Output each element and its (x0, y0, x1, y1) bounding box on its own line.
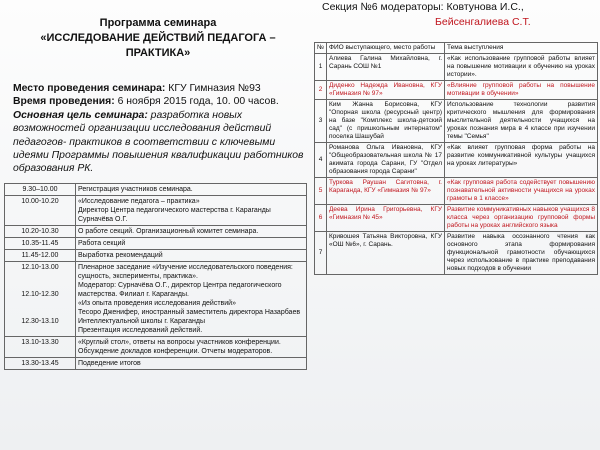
schedule-row (5, 337, 307, 358)
schedule-row (5, 358, 307, 370)
header-topic: Тема выступления (445, 43, 598, 54)
speaker-num: 5 (315, 178, 327, 205)
schedule-row (5, 262, 307, 337)
schedule-time: 9.30–10.00 (5, 184, 76, 196)
speaker-topic: «Влияние групповой работы на повышение мотивации в обучении» (445, 81, 598, 100)
speaker-num: 6 (315, 205, 327, 232)
speakers-header-row (315, 43, 598, 54)
speaker-row (315, 232, 598, 275)
speaker-row (315, 143, 598, 178)
speaker-row (315, 54, 598, 81)
seminar-info (13, 82, 309, 176)
speaker-row (315, 100, 598, 143)
speaker-row (315, 178, 598, 205)
speaker-num: 4 (315, 143, 327, 178)
schedule-table (4, 183, 307, 370)
schedule-text: Подведение итогов (76, 358, 307, 370)
speaker-row (315, 81, 598, 100)
section-header (318, 0, 600, 30)
speaker-fio: Алиева Галина Михайловна, г. Сарань СОШ №1 (327, 54, 445, 81)
speaker-fio: Романова Ольга Ивановна, КГУ "Общеобразовательная школа № 17 акимата города Сарани, ГУ "Отдел образования города Сарани" (327, 143, 445, 178)
speaker-fio: Туркова Раушан Сагитовна, г. Караганда, КГУ «Гимназия № 97» (327, 178, 445, 205)
schedule-time: 10.00-10.20 (5, 196, 76, 226)
speaker-topic: Развитие коммуникативных навыков учащихся 8 класса через организацию групповой формы работы на уроках английского языка (445, 205, 598, 232)
program-title (8, 16, 308, 61)
schedule-row (5, 250, 307, 262)
speaker-topic: Развитие навыка осознанного чтения как основного этапа формирования функциональной грамотности обучающихся через использование в практике преподавания новых подходов в обучении (445, 232, 598, 275)
speaker-row (315, 205, 598, 232)
section-moderator-second: Бейсенгалиева С.Т. (435, 16, 531, 28)
speaker-topic: Использование технологии развития критического мышления для формирования мыслительной деятельности учащихся на уроках познания мира в 4 классе при изучении темы "Семья" (445, 100, 598, 143)
speaker-fio: Кривошея Татьяна Викторовна, КГУ «ОШ №6», г. Сарань. (327, 232, 445, 275)
time-line (13, 95, 309, 108)
program-title-line: ПРАКТИКА» (125, 47, 191, 59)
schedule-text: О работе секций. Организационный комитет семинара. (76, 226, 307, 238)
goal-line (13, 109, 309, 176)
speaker-num: 3 (315, 100, 327, 143)
goal-label: Основная цель семинара: (13, 109, 148, 121)
place-line (13, 82, 309, 95)
speaker-num: 7 (315, 232, 327, 275)
schedule-text: Работа секций (76, 238, 307, 250)
schedule-row (5, 226, 307, 238)
schedule-time: 13.30-13.45 (5, 358, 76, 370)
schedule-text: «Исследование педагога – практика» Директор Центра педагогического мастерства г. Караганды Сурначёва О.Г. (76, 196, 307, 226)
speaker-fio: Деева Ирина Григорьевна, КГУ «Гимназия № 45» (327, 205, 445, 232)
section-moderators: Секция №6 модераторы: Ковтунова И.С., (322, 1, 524, 13)
schedule-text: Пленарное заседание «Изучение исследовательского поведения: сущность, эксперименты, практика». Модератор: Сурначёва О.Г., директор Центра педагогического мастерства. Филиал г. Караганды. «Из опыта проведения исследования действий» Тесоро Дженифер, иностранный заместитель директора Назарбаев Интеллектуальной школы г. Караганды Презентация исследований действий. (76, 262, 307, 337)
time-label: Время проведения: (13, 96, 115, 108)
time-value: 6 ноября 2015 года, 10. 00 часов. (114, 96, 279, 108)
schedule-time: 10.35-11.45 (5, 238, 76, 250)
schedule-row (5, 196, 307, 226)
schedule-text: «Круглый стол», ответы на вопросы участников конференции. Обсуждение докладов конференции. Отчеты модераторов. (76, 337, 307, 358)
program-title-line: Программа семинара (99, 17, 217, 29)
schedule-row (5, 184, 307, 196)
speaker-fio: Диденко Надежда Ивановна, КГУ «Гимназия № 97» (327, 81, 445, 100)
schedule-time: 12.10-13.00 12.10-12.30 12.30-13.10 (5, 262, 76, 337)
speaker-num: 1 (315, 54, 327, 81)
header-fio: ФИО выступающего, место работы (327, 43, 445, 54)
schedule-time: 10.20-10.30 (5, 226, 76, 238)
header-num: № (315, 43, 327, 54)
speakers-table (314, 42, 598, 275)
schedule-text: Регистрация участников семинара. (76, 184, 307, 196)
place-label: Место проведения семинара: (13, 83, 166, 94)
schedule-row (5, 238, 307, 250)
schedule-time: 13.10-13.30 (5, 337, 76, 358)
program-title-line: «ИССЛЕДОВАНИЕ ДЕЙСТВИЙ ПЕДАГОГА – (40, 32, 276, 44)
schedule-text: Выработка рекомендаций (76, 250, 307, 262)
schedule-time: 11.45-12.00 (5, 250, 76, 262)
place-value: КГУ Гимназия №93 (165, 83, 261, 94)
speaker-topic: «Как групповая работа содействует повышению познавательной активности учащихся на уроках грамоты в 1 классе» (445, 178, 598, 205)
speaker-num: 2 (315, 81, 327, 100)
speaker-topic: «Как использование групповой работы влияет на повышение мотивации к обучению на уроках истории». (445, 54, 598, 81)
speaker-fio: Ким Жанна Борисовна, КГУ "Опорная школа (ресурсный центр) на базе "Комплекс школа-детский сад" (с пришкольным интернатом" поселка Шашубай (327, 100, 445, 143)
speaker-topic: «Как влияет групповая форма работы на развитие коммуникативной культуры учащихся на уроках литературы» (445, 143, 598, 178)
goal-value: разработка новых возможностей организации исследования действий педагогов- практиков в соответствии с ключевыми идеями Программы повышения квалификации работников образования РК. (13, 109, 304, 175)
